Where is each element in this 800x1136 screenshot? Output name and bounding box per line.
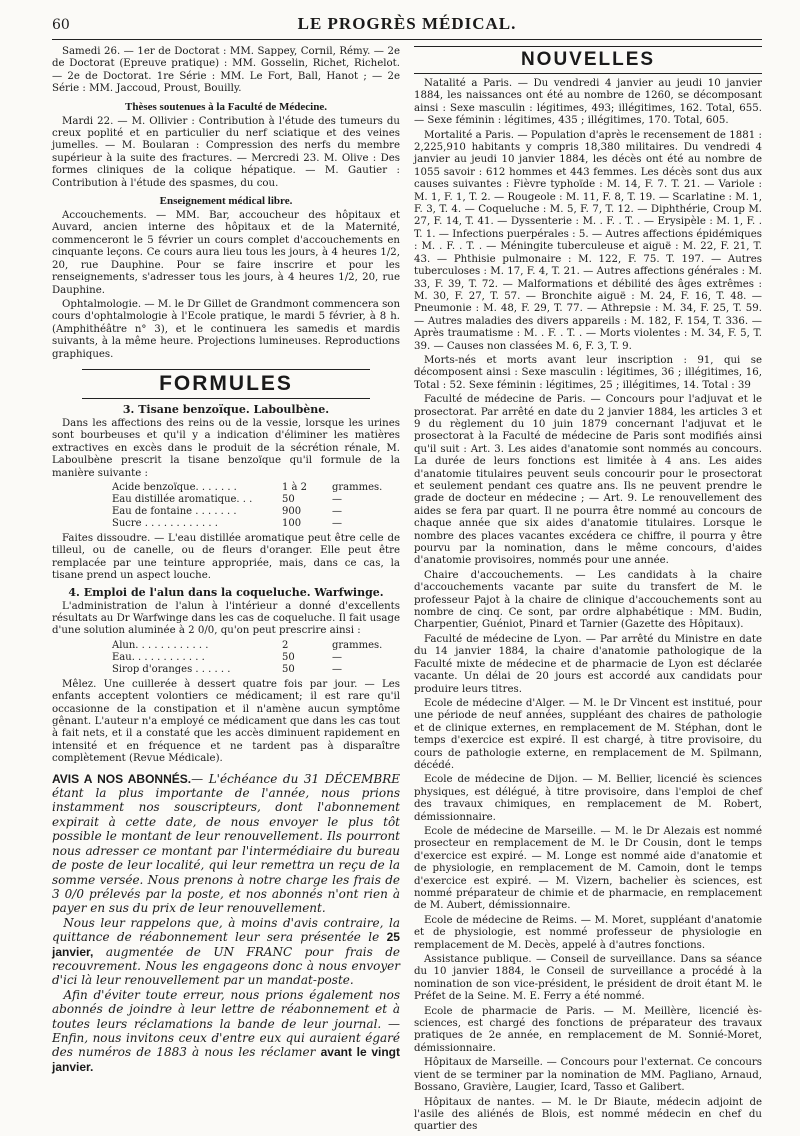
formula-4-title: 4. Emploi de l'alun dans la coqueluche. Warfwinge. <box>68 585 384 599</box>
recipe-name: Alun. . . . . . . . . . . . <box>112 639 209 651</box>
ophtalmologie-text: Ophtalmologie. — M. le Dr Gillet de Grandmont commencera son cours d'ophtalmologie à l'Ecole pratique, le mardi 5 février, à 8 h. (Amphithéâtre n° 3), et le continuera les samedis et mardis suivants, à la même heure. Projections lumineuses. Reproductions graphiques. <box>52 298 400 360</box>
formula-3-text: Dans les affections des reins ou de la vessie, lorsque les urines sont bourbeuses et qu'il y a indication d'éliminer les matières extractives en excès dans le produit de la sécrétion rénale, M. Laboulbène prescrit la tisane benzoïque qu'il formule de la manière suivante : <box>52 417 400 479</box>
recipe-qty: 100 <box>282 517 302 529</box>
ecole-marseille-text: Ecole de médecine de Marseille. — M. le Dr Alezais est nommé prosecteur en remplacement de M. le Dr Cousin, dont le temps d'exercice est expiré. — M. Longe est nommé aide d'anatomie et de physiologie, en remplacement de M. Camoin, dont le temps d'exercice est expiré. — M. Vizern, bachelier ès sciences, est nommé préparateur de chimie et de pharmacie, en remplacement de M. Aubert, démissionnaire. <box>414 825 762 912</box>
recipe-qty: 50 <box>282 663 295 675</box>
ecole-alger-text: Ecole de médecine d'Alger. — M. le Dr Vincent est institué, pour une période de neuf années, suppléant des chaires de pathologie et de clinique externes, en remplacement de M. Stéphan, dont le temps d'exercice est expiré. Il est chargé, à titre provisoire, du cours de pathologie externe, en remplacement de M. Spilmann, décédé. <box>414 697 762 771</box>
formula-3-after: Faites dissoudre. — L'eau distillée aromatique peut être celle de tilleul, ou de canelle, ou de fleurs d'oranger. Elle peut être remplacée par une teinture appropriée, mais, dans ce cas, la tisane prend un aspect louche. <box>52 532 400 582</box>
recipe-qty: 1 à 2 <box>282 481 308 493</box>
recipe-qty: 2 <box>282 639 289 651</box>
formula-3-title: 3. Tisane benzoïque. Laboulbène. <box>122 402 330 416</box>
morts-nes-text: Morts-nés et morts avant leur inscription : 91, qui se décomposent ainsi : Sexe masculin : légitimes, 36 ; illégitimes, 16, Total : 52. Sexe féminin : légitimes, 25 ; illégitimes, 14. Total : 39 <box>414 354 762 391</box>
recipe-qty: 900 <box>282 505 302 517</box>
natalite-text: Natalité a Paris. — Du vendredi 4 janvier au jeudi 10 janvier 1884, les naissances ont été au nombre de 1260, se décomposant ainsi : Sexe masculin : légitimes, 493; illégitimes, 162. Total, 655. — Sexe féminin : légitimes, 435 ; illégitimes, 170. Total, 605. <box>414 78 762 127</box>
columns <box>52 46 762 1136</box>
hopitaux-nantes-text: Hôpitaux de nantes. — M. le Dr Biaute, médecin adjoint de l'asile des aliénés de Blois, est nommé médecin en chef du quartier des <box>414 1096 762 1133</box>
recipe-unit: — <box>332 493 342 505</box>
recipe-unit: grammes. <box>332 639 383 651</box>
formula-3-recipe <box>112 482 400 530</box>
page-header <box>52 14 762 40</box>
theses-text: Mardi 22. — M. Ollivier : Contribution à l'étude des tumeurs du creux poplité et en particulier du nerf sciatique et des veines jumelles. — M. Boularan : Compression des nerfs du membre supérieur à la suite des fractures. — Mercredi 23. M. Olive : Des formes cliniques de la colique hépatique. — M. Gautier : Contribution à l'étude des spasmes, du cou. <box>52 115 400 189</box>
journal-title: LE PROGRÈS MÉDICAL. <box>297 14 517 33</box>
avis-text-1: — L'échéance du 31 DÉCEMBRE étant la plus importante de l'année, nous prions instamment nos souscripteurs, dont l'abonnement expirait à cette date, de nous envoyer le plus tôt possible le montant de leur renouvellement. Ils pourront nous adresser ce montant par l'intermédiaire du bureau de poste de leur localité, qui leur remettra un reçu de la somme versée. Nous prenons à notre charge les frais de 3 0/0 prélevés par la poste, et nos abonnés n'ont rien à payer en sus du prix de leur renouvellement. <box>52 771 400 916</box>
faculte-paris-text: Faculté de médecine de Paris. — Concours pour l'adjuvat et le prosectorat. Par arrêté en date du 2 janvier 1884, les articles 3 et 9 du règlement du 10 juin 1879 concernant l'adjuvat et le prosectorat à la Faculté de médecine de Paris sont modifiés ainsi qu'il suit : Art. 3. Les aides d'anatomie sont nommés au concours. La durée de leurs fonctions est limitée à 4 ans. Les aides d'anatomie titulaires peuvent seuls concourir pour le prosectorat et seulement pendant ces quatre ans. Ils ne peuvent prendre le grade de docteur en médecine ; — Art. 9. Le renouvellement des aides se fera par quart. Il ne pourra être nommé au concours de chaque année que six aides d'anatomie titulaires. Lorsque le nombre des places vacantes excédera ce chiffre, il pourra y être pourvu par la nomination, dans le même concours, d'aides d'anatomie provisoires, nommés pour une année. <box>414 394 762 567</box>
ecole-pharmacie-text: Ecole de pharmacie de Paris. — M. Meillère, licencié ès-sciences, est chargé des fonctions de préparateur des travaux pratiques de 2e année, en remplacement de M. Sonnié-Moret, démissionnaire. <box>414 1005 762 1054</box>
recipe-name: Eau. . . . . . . . . . . . <box>112 651 205 663</box>
avis-date: 25 janvier, <box>52 930 400 959</box>
recipe-unit: — <box>332 651 342 663</box>
avis-text-2a: Nous leur rappelons que, à moins d'avis contraire, la quittance de réabonnement leur sera présentée le <box>52 915 400 945</box>
recipe-unit: — <box>332 517 342 529</box>
ecole-dijon-text: Ecole de médecine de Dijon. — M. Bellier, licencié ès sciences physiques, est délégué, à titre provisoire, dans l'emploi de chef des travaux chimiques, en remplacement de M. Robert, démissionnaire. <box>414 774 762 823</box>
avis-deadline: avant le vingt janvier. <box>52 1045 400 1074</box>
page-number: 60 <box>52 17 70 33</box>
recipe-qty: 50 <box>282 493 295 505</box>
accouchements-text: Accouchements. — MM. Bar, accoucheur des hôpitaux et Auvard, ancien interne des hôpitaux et de la Maternité, commenceront le 5 février un cours complet d'accouchements en cinquante leçons. Ce cours aura lieu tous les jours, à 4 heures 1/2, 20, rue Dauphine. Pour se faire inscrire et pour les renseignements, s'adresser tous les jours, à 4 heures 1/2, 20, rue Dauphine. <box>52 210 400 296</box>
hopitaux-marseille-text: Hôpitaux de Marseille. — Concours pour l'externat. Ce concours vient de se terminer par la nomination de MM. Pagliano, Arnaud, Bossano, Gravière, Laugier, Icard, Tasso et Galibert. <box>414 1057 762 1094</box>
chaire-accouchements-text: Chaire d'accouchements. — Les candidats à la chaire d'accouchements vacante par suite du transfert de M. le professeur Pajot à la chaire de clinique d'accouchements sont au nombre de cinq. Ce sont, par ordre alphabétique : MM. Budin, Charpentier, Guéniot, Pinard et Tarnier (Gazette des Hôpitaux). <box>414 569 762 631</box>
avis-text-3a: Afin d'éviter toute erreur, nous prions également nos abonnés de joindre à leur lettre de réabonnement et à toutes leurs réclamations la bande de leur journal. — Enfin, nous invitons ceux d'entre eux qui auraient égaré des numéros de 1883 à nous les réclamer <box>52 987 400 1060</box>
faculte-lyon-text: Faculté de médecine de Lyon. — Par arrêté du Ministre en date du 14 janvier 1884, la chaire d'anatomie pathologique de la Faculté mixte de médecine et de pharmacie de Lyon est déclarée vacante. Un délai de 20 jours est accordé aux candidats pour produire leurs titres. <box>414 633 762 695</box>
libre-heading: Enseignement médical libre. <box>159 195 293 208</box>
nouvelles-heading: NOUVELLES <box>414 46 762 74</box>
exam-schedule: Samedi 26. — 1er de Doctorat : MM. Sappey, Cornil, Rémy. — 2e de Doctorat (Epreuve pratique) : MM. Gosselin, Richet, Richelot. — 2e de Doctorat. 1re Série : MM. Le Fort, Ball, Hanot ; — 2e Série : MM. Jaccoud, Proust, Bouilly. <box>52 46 400 95</box>
left-column <box>52 46 400 1136</box>
recipe-qty: 50 <box>282 651 295 663</box>
recipe-unit: — <box>332 505 342 517</box>
recipe-name: Acide benzoïque. . . . . . . <box>112 481 237 493</box>
recipe-unit: grammes. <box>332 481 383 493</box>
avis-title: AVIS A NOS ABONNÉS. <box>52 771 192 786</box>
formula-4-recipe <box>112 640 400 676</box>
recipe-unit: — <box>332 663 342 675</box>
mortalite-text: Mortalité a Paris. — Population d'après le recensement de 1881 : 2,225,910 habitants y compris 18,380 militaires. Du vendredi 4 janvier au jeudi 10 janvier 1884, les décès ont été au nombre de 1055 savoir : 612 hommes et 443 femmes. Les décès sont dus aux causes suivantes : Fièvre typhoïde : M. 14, F. 7. T. 21. — Variole : M. 1, F. 1, T. 2. — Rougeole : M. 11, F. 8, T. 19. — Scarlatine : M. 1, F. 3, T. 4. — Coqueluche : M. 5, F. 7, T. 12. — Diphthérie, Croup M. 27, F. 14, T. 41. — Dyssenterie : M. . F. . T. . — Erysipèle : M. 1, F. . T. 1. — Infections puerpérales : 5. — Autres affections épidémiques : M. . F. . T. . — Méningite tuberculeuse et aiguë : M. 22, F. 21, T. 43. — Phthisie pulmonaire : M. 122, F. 75. T. 197. — Autres tuberculoses : M. 17, F. 4, T. 21. — Autres affections générales : M. 33, F. 39, T. 72. — Malformations et débilité des âges extrêmes : M. 30, F. 27, T. 57. — Bronchite aiguë : M. 24, F. 16, T. 48. — Pneumonie : M. 48, F. 29, T. 77. — Athrepsie : M. 34, F. 25, T. 59. — Autres maladies des divers appareils : M. 182, F. 154, T. 336. — Après traumatisme : M. . F. . T. . — Morts violentes : M. 34, F. 5, T. 39. — Causes non classées M. 6, F. 3, T. 9. <box>414 129 762 352</box>
ecole-reims-text: Ecole de médecine de Reims. — M. Moret, suppléant d'anatomie et de physiologie, est nommé professeur de physiologie en remplacement de M. Decès, appelé à d'autres fonctions. <box>414 914 762 951</box>
recipe-name: Sucre . . . . . . . . . . . . <box>112 517 218 529</box>
recipe-name: Sirop d'oranges . . . . . . <box>112 663 231 675</box>
theses-heading: Thèses soutenues à la Faculté de Médecine. <box>125 100 327 113</box>
formula-4-text: L'administration de l'alun à l'intérieur a donné d'excellents résultats au Dr Warfwinge dans les cas de coqueluche. Il fait usage d'une solution aluminée à 2 0/0, qu'on peut prescrire ainsi : <box>52 600 400 637</box>
assistance-publique-text: Assistance publique. — Conseil de surveillance. Dans sa séance du 10 janvier 1884, le Conseil de surveillance a procédé à la nomination de son vice-président, le président de droit étant M. le Préfet de la Seine. M. E. Ferry a été nommé. <box>414 954 762 1003</box>
formula-4-after: Mêlez. Une cuillerée à dessert quatre fois par jour. — Les enfants acceptent volontiers ce médicament; il est rare qu'il occasionne de la constipation et il n'amène aucun symptôme gênant. L'auteur n'a employé ce médicament que dans les cas tout à fait nets, et il a constaté que les accès diminuent rapidement en intensité et en fréquence et ne tardent pas à disparaître complètement (Revue Médicale). <box>52 678 400 765</box>
avis-abonnes <box>52 772 400 1075</box>
avis-text-2c: augmentée de UN FRANC pour frais de recouvrement. Nous les engageons donc à nous envoyer d'ici là leur renouvellement par un mandat-poste. <box>52 944 400 988</box>
recipe-name: Eau de fontaine . . . . . . . <box>112 505 237 517</box>
right-column <box>414 46 762 1136</box>
recipe-name: Eau distillée aromatique. . . <box>112 493 253 505</box>
formules-heading: FORMULES <box>82 369 370 399</box>
